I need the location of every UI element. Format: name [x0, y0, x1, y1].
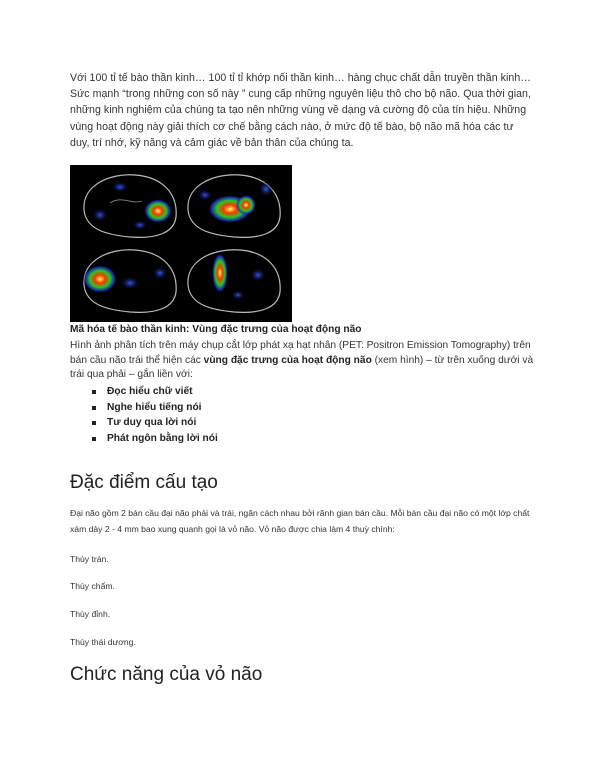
- activity-list: [92, 384, 218, 446]
- list-item: Tư duy qua lời nói: [92, 415, 218, 431]
- list-item: Phát ngôn bằng lời nói: [92, 431, 218, 447]
- figure-caption-title: Mã hóa tế bào thần kinh: Vùng đặc trưng của hoạt động não: [70, 324, 362, 335]
- lobe-item: Thùy chẩm.: [70, 581, 115, 591]
- lobe-item: Thùy trán.: [70, 554, 109, 564]
- lobe-item: Thùy thái dương.: [70, 637, 136, 647]
- lobe-item: Thùy đỉnh.: [70, 609, 111, 619]
- list-item: Đọc hiểu chữ viết: [92, 384, 218, 400]
- figure-caption-body: Hình ảnh phân tích trên máy chụp cắt lớp phát xạ hạt nhân (PET: Positron Emission Tomography) trên bán cầu não trái thể hiện các vùng đặc trưng của hoạt động não (xem hình) – từ trên xuống dưới và trái qua phải – gắn liền với:: [70, 340, 534, 381]
- structure-paragraph: Đại não gồm 2 bán cầu đại não phải và trái, ngăn cách nhau bởi rãnh gian bán cầu. Mỗi bán cầu đại não có một lớp chất xám dày 2 - 4 mm bao xung quanh gọi là vỏ não. Vỏ não được chia làm 4 thuỳ chính:: [70, 508, 530, 534]
- list-item: Nghe hiểu tiếng nói: [92, 400, 218, 416]
- intro-paragraph: Với 100 tỉ tế bào thần kinh… 100 tỉ tỉ khớp nối thần kinh… hàng chục chất dẫn truyền thần kinh… Sức mạnh “trong những con số này ” cung cấp những nguyên liệu thô cho bộ não. Qua thời gian, những kinh nghiệm của chúng ta tạo nên những vùng về dạng và cường độ của tín hiệu. Những vùng hoạt động này giải thích cơ chế bằng cách nào, ở mức độ tế bào, bộ não mã hóa các tư duy, trí nhớ, kỹ năng và cảm giác về bản thân của chúng ta.: [70, 72, 531, 149]
- pet-scan-figure: [70, 165, 292, 322]
- section-heading-function: Chức năng của vỏ não: [70, 664, 263, 685]
- section-heading-structure: Đặc điểm cấu tạo: [70, 472, 218, 493]
- pet-scan-image: [70, 165, 292, 322]
